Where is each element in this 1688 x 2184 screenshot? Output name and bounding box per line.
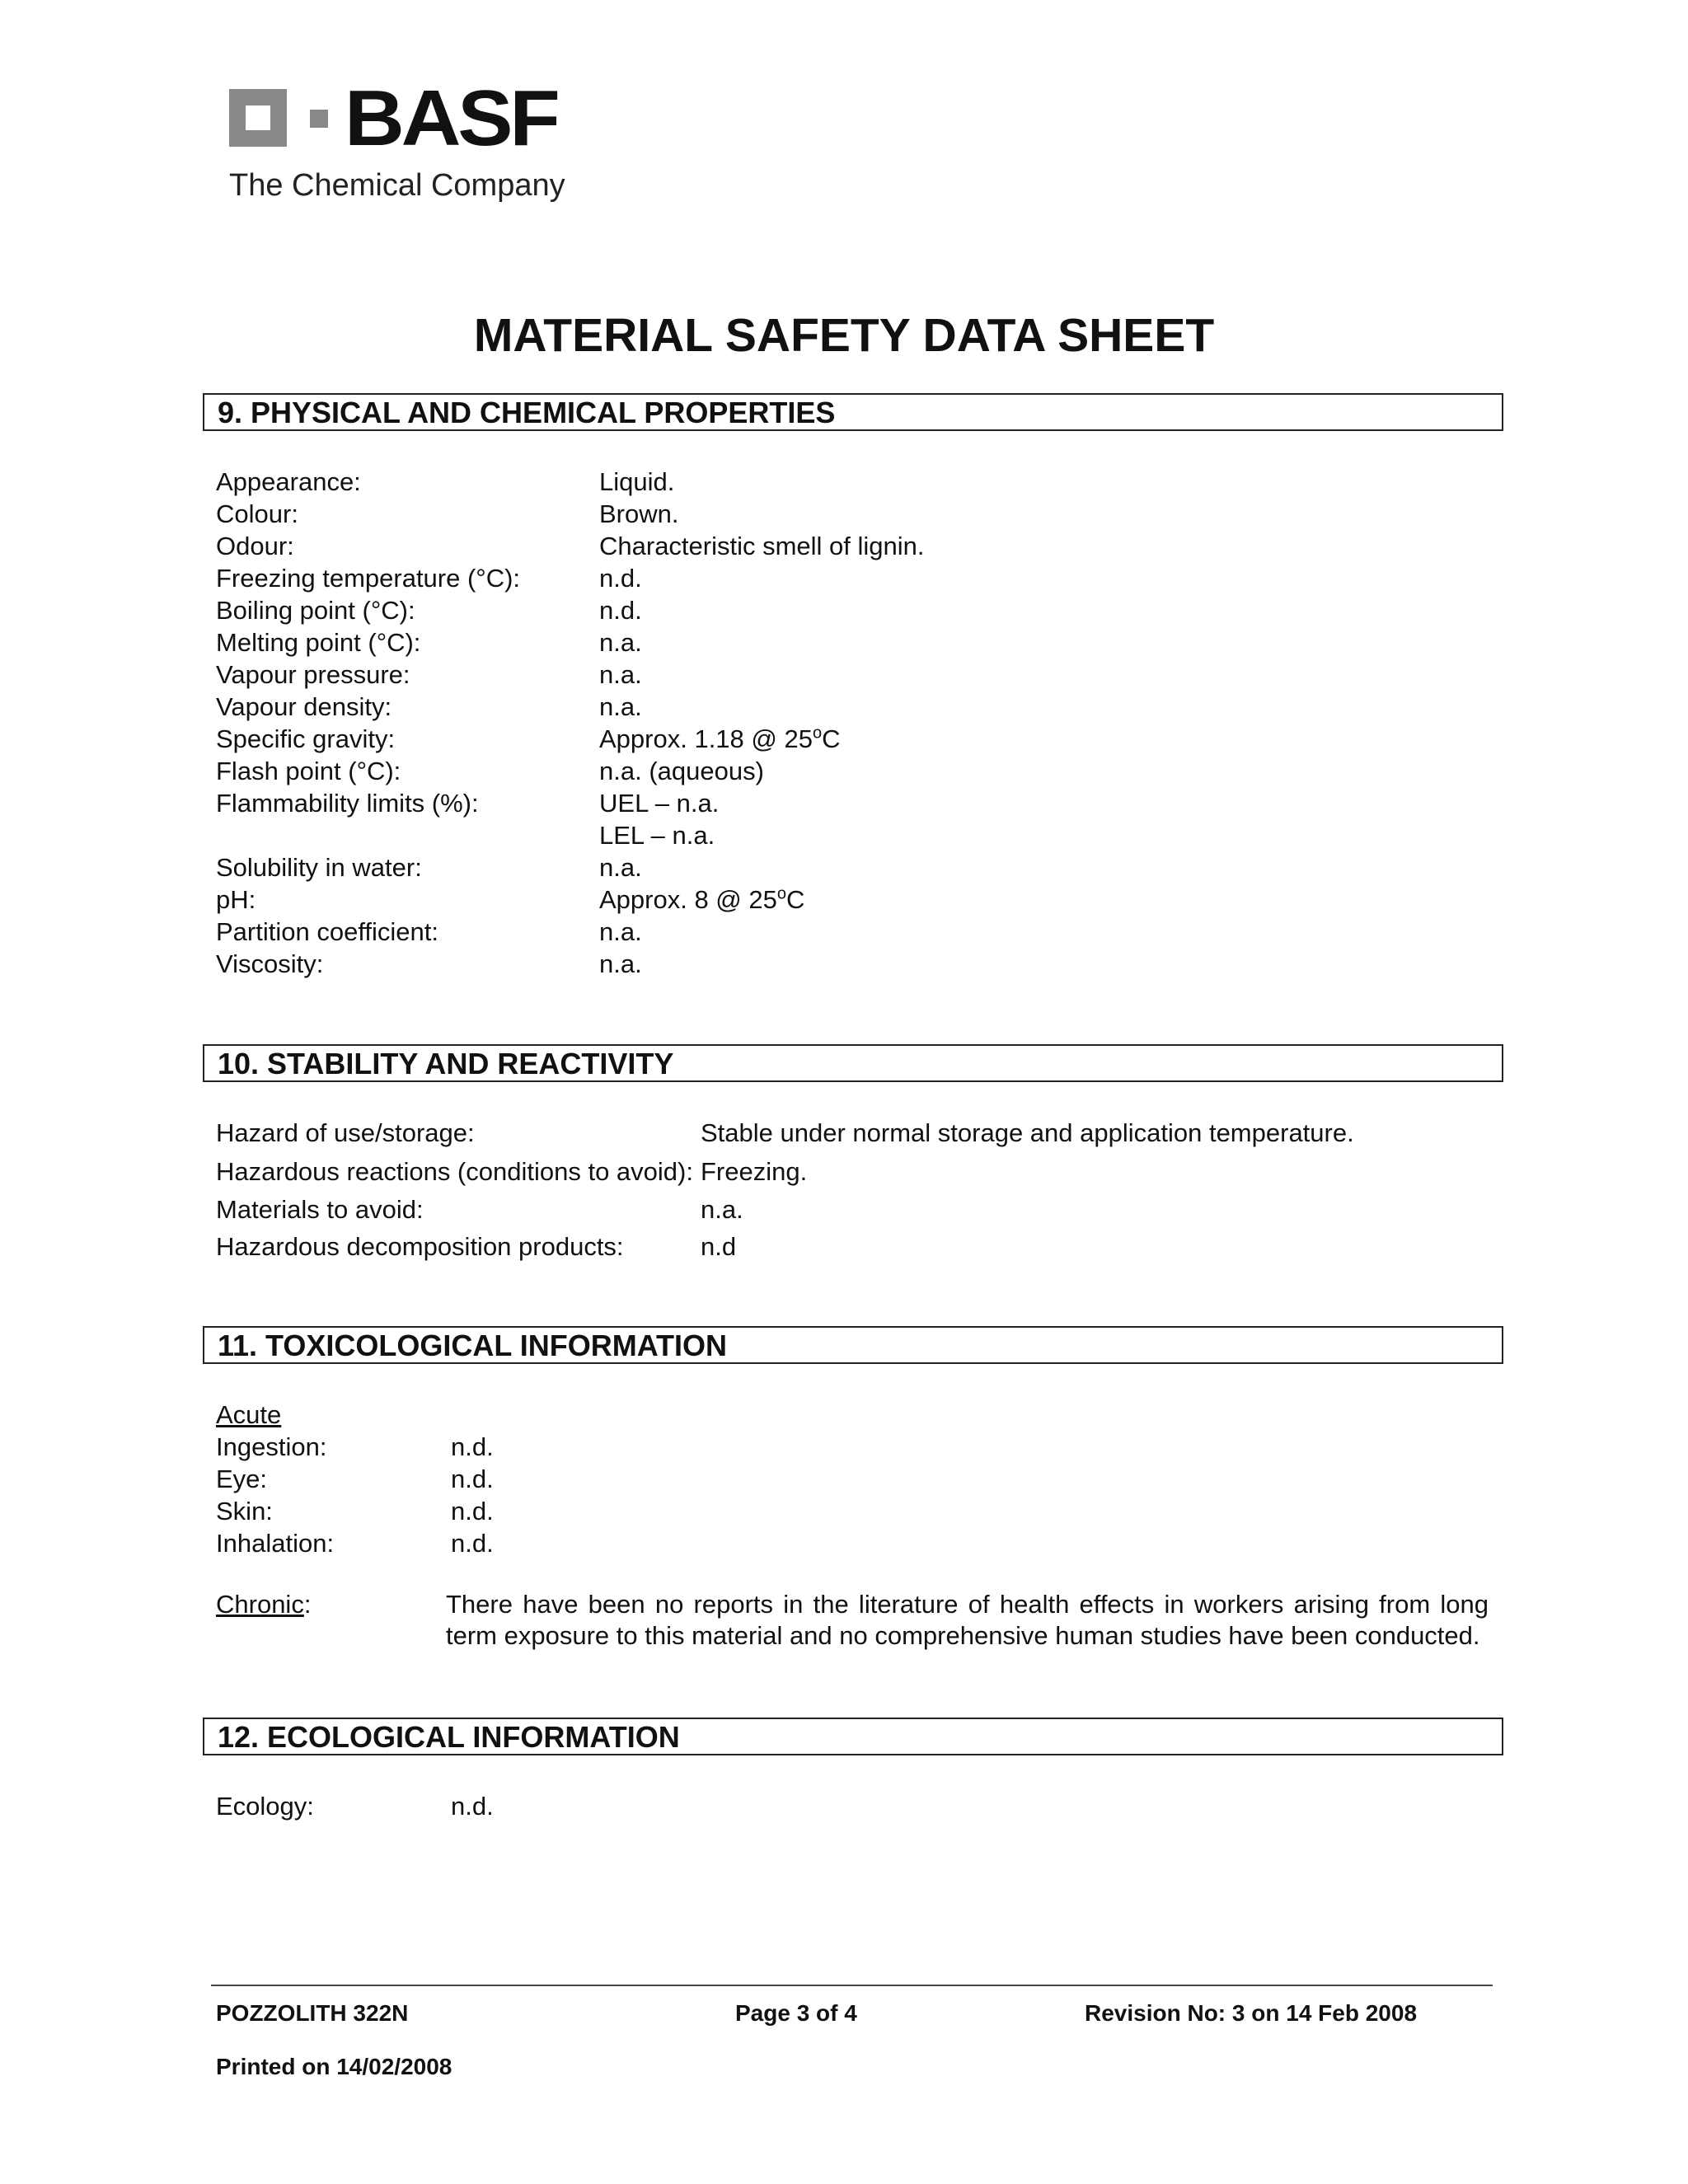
flammability-uel-value: UEL – n.a. <box>599 789 720 818</box>
ph-value: Approx. 8 @ 25$^o$C <box>599 884 805 914</box>
viscosity-label: Viscosity: <box>216 949 324 978</box>
footer-product: POZZOLITH 322N <box>216 2000 409 2026</box>
freezing-label: Freezing temperature (°C): <box>216 564 521 593</box>
eye-label: Eye: <box>216 1465 268 1493</box>
footer-printed-date: Printed on 14/02/2008 <box>216 2054 452 2079</box>
skin-value: n.d. <box>451 1497 494 1526</box>
logo-tagline: The Chemical Company <box>229 168 565 203</box>
acute-heading: Acute <box>216 1400 282 1429</box>
footer-revision: Revision No: 3 on 14 Feb 2008 <box>1085 2000 1418 2026</box>
ingestion-value: n.d. <box>451 1432 494 1461</box>
chronic-label: Chronic: <box>216 1590 312 1619</box>
section-10-title: 10. STABILITY AND REACTIVITY <box>218 1047 674 1080</box>
ingestion-label: Ingestion: <box>216 1432 327 1461</box>
materials-label: Materials to avoid: <box>216 1195 424 1224</box>
flash-point-label: Flash point (°C): <box>216 757 401 785</box>
boiling-label: Boiling point (°C): <box>216 596 415 625</box>
solubility-label: Solubility in water: <box>216 853 422 882</box>
decomposition-value: n.d <box>701 1232 737 1261</box>
logo-square-icon <box>229 89 287 147</box>
skin-label: Skin: <box>216 1497 273 1526</box>
logo-wordmark: BASF <box>345 74 557 162</box>
ecology-value: n.d. <box>451 1792 494 1821</box>
section-9-title: 9. PHYSICAL AND CHEMICAL PROPERTIES <box>218 396 836 429</box>
odour-label: Odour: <box>216 532 294 560</box>
partition-label: Partition coefficient: <box>216 917 438 946</box>
footer-divider <box>211 1985 1493 1986</box>
flammability-label: Flammability limits (%): <box>216 789 479 818</box>
section-9-header <box>203 393 1503 431</box>
section-12-title: 12. ECOLOGICAL INFORMATION <box>218 1720 680 1754</box>
flash-point-value: n.a. (aqueous) <box>599 757 764 785</box>
section-10-header <box>203 1044 1503 1082</box>
basf-logo <box>229 74 565 221</box>
hazard-label: Hazard of use/storage: <box>216 1118 475 1147</box>
vapour-density-label: Vapour density: <box>216 692 392 721</box>
footer-page-number: Page 3 of 4 <box>735 2000 857 2026</box>
freezing-value: n.d. <box>599 564 642 593</box>
decomposition-label: Hazardous decomposition products: <box>216 1232 624 1261</box>
section-12-header <box>203 1718 1503 1755</box>
appearance-label: Appearance: <box>216 467 361 496</box>
materials-value: n.a. <box>701 1195 743 1224</box>
specific-gravity-label: Specific gravity: <box>216 724 396 753</box>
colour-value: Brown. <box>599 499 679 528</box>
eye-value: n.d. <box>451 1465 494 1493</box>
inhalation-value: n.d. <box>451 1529 494 1558</box>
inhalation-label: Inhalation: <box>216 1529 335 1558</box>
flammability-lel-value: LEL – n.a. <box>599 821 715 850</box>
vapour-pressure-label: Vapour pressure: <box>216 660 410 689</box>
appearance-value: Liquid. <box>599 467 675 496</box>
partition-value: n.a. <box>599 917 642 946</box>
solubility-value: n.a. <box>599 853 642 882</box>
hazard-value: Stable under normal storage and application temperature. <box>701 1118 1354 1147</box>
melting-value: n.a. <box>599 628 642 657</box>
section-11-header <box>203 1326 1503 1364</box>
chronic-description: There have been no reports in the literature of health effects in workers arising from long term exposure to this material and no comprehensive human studies have been conducted. <box>446 1590 1489 1650</box>
vapour-density-value: n.a. <box>599 692 642 721</box>
reactions-label: Hazardous reactions (conditions to avoid): <box>216 1157 693 1186</box>
reactions-value: Freezing. <box>701 1157 808 1186</box>
logo-small-square-icon <box>310 110 328 128</box>
melting-label: Melting point (°C): <box>216 628 421 657</box>
colour-label: Colour: <box>216 499 298 528</box>
odour-value: Characteristic smell of lignin. <box>599 532 925 560</box>
viscosity-value: n.a. <box>599 949 642 978</box>
section-11-title: 11. TOXICOLOGICAL INFORMATION <box>218 1329 728 1362</box>
document-title: MATERIAL SAFETY DATA SHEET <box>473 309 1215 362</box>
ecology-label: Ecology: <box>216 1792 314 1821</box>
vapour-pressure-value: n.a. <box>599 660 642 689</box>
ph-label: pH: <box>216 885 256 914</box>
boiling-value: n.d. <box>599 596 642 625</box>
specific-gravity-value: Approx. 1.18 @ 25$^o$C <box>599 724 841 753</box>
